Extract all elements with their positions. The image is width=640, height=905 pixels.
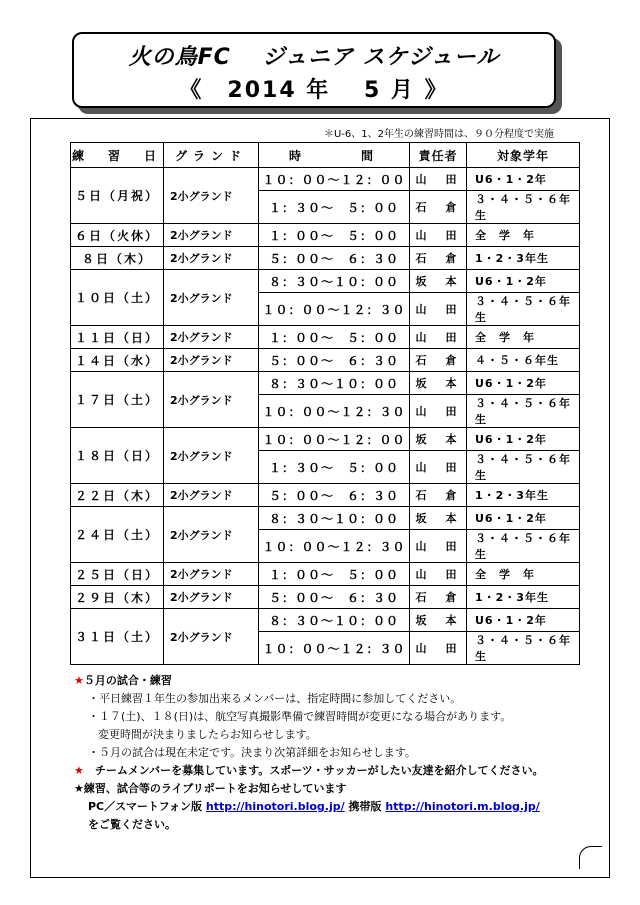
recruit-text: チームメンバーを募集しています。スポーツ・サッカーがしたい友達を紹介してください。 bbox=[94, 764, 544, 777]
cell-person: 石 倉 bbox=[410, 586, 467, 609]
cell-grade: ４・５・６年生 bbox=[467, 349, 580, 372]
cell-time: ８：３０～１０：００ bbox=[259, 270, 410, 293]
page-curl-icon bbox=[579, 846, 602, 869]
table-row bbox=[71, 349, 580, 372]
blog-heading: ★練習、試合等のライブリポートをお知らせしています bbox=[74, 782, 347, 795]
cell-date: ２２日（木） bbox=[71, 484, 164, 507]
cell-ground: 2小グランド bbox=[164, 609, 259, 665]
cell-grade: ３・４・５・６年生 bbox=[467, 293, 580, 326]
cell-time: ５：００～ ６：３０ bbox=[259, 484, 410, 507]
cell-grade: 1・2・3年生 bbox=[467, 586, 580, 609]
cell-person: 山 田 bbox=[410, 293, 467, 326]
cell-time: ８：３０～１０：００ bbox=[259, 507, 410, 530]
cell-time: １０：００～１２：００ bbox=[259, 168, 410, 191]
cell-date: ３１日（土） bbox=[71, 609, 164, 665]
cell-date: １８日（日） bbox=[71, 428, 164, 484]
header-row bbox=[71, 143, 580, 168]
header-ground: グランド bbox=[164, 143, 259, 168]
cell-person: 山 田 bbox=[410, 451, 467, 484]
cell-ground: 2小グランド bbox=[164, 168, 259, 224]
cell-grade: ３・４・５・６年生 bbox=[467, 530, 580, 563]
practice-note: ＊U-6、1、2年生の練習時間は、９０分程度で実施 bbox=[323, 129, 554, 140]
cell-grade: 全 学 年 bbox=[467, 563, 580, 586]
schedule-table bbox=[70, 142, 580, 665]
note-item: ・５月の試合は現在未定です。決まり次第詳細をお知らせします。 bbox=[88, 746, 416, 759]
schedule-body bbox=[71, 168, 580, 665]
header-grade: 対象学年 bbox=[467, 143, 580, 168]
cell-person: 山 田 bbox=[410, 224, 467, 247]
cell-person: 石 倉 bbox=[410, 191, 467, 224]
cell-person: 坂 本 bbox=[410, 270, 467, 293]
cell-ground: 2小グランド bbox=[164, 372, 259, 428]
table-row bbox=[71, 372, 580, 395]
cell-time: １０：００～１２：３０ bbox=[259, 395, 410, 428]
table-row bbox=[71, 326, 580, 349]
note-item: ・１７(土)、１８(日)は、航空写真撮影準備で練習時間が変更になる場合があります。 bbox=[88, 710, 512, 723]
cell-time: １０：００～１２：３０ bbox=[259, 632, 410, 665]
pc-blog-link[interactable]: http://hinotori.blog.jp/ bbox=[205, 800, 345, 813]
table-row bbox=[71, 168, 580, 191]
cell-ground: 2小グランド bbox=[164, 586, 259, 609]
cell-person: 石 倉 bbox=[410, 484, 467, 507]
cell-grade: U6・1・2年 bbox=[467, 168, 580, 191]
cell-grade: ３・４・５・６年生 bbox=[467, 191, 580, 224]
cell-person: 山 田 bbox=[410, 632, 467, 665]
cell-ground: 2小グランド bbox=[164, 224, 259, 247]
star-icon: ★ bbox=[74, 674, 84, 687]
title-line1: 火の鳥FC ジュニア スケジュール bbox=[128, 45, 500, 70]
table-row bbox=[71, 247, 580, 270]
cell-person: 山 田 bbox=[410, 168, 467, 191]
cell-person: 坂 本 bbox=[410, 609, 467, 632]
cell-ground: 2小グランド bbox=[164, 484, 259, 507]
cell-time: ５：００～ ６：３０ bbox=[259, 586, 410, 609]
cell-grade: U6・1・2年 bbox=[467, 372, 580, 395]
table-row bbox=[71, 224, 580, 247]
cell-grade: U6・1・2年 bbox=[467, 609, 580, 632]
pc-label: PC／スマートフォン版 bbox=[88, 800, 203, 813]
cell-person: 山 田 bbox=[410, 326, 467, 349]
mobile-blog-link[interactable]: http://hinotori.m.blog.jp/ bbox=[385, 800, 540, 813]
cell-date: １７日（土） bbox=[71, 372, 164, 428]
cell-grade: ３・４・５・６年生 bbox=[467, 632, 580, 665]
cell-ground: 2小グランド bbox=[164, 270, 259, 326]
cell-time: １：３０～ ５：００ bbox=[259, 191, 410, 224]
cell-time: ５：００～ ６：３０ bbox=[259, 349, 410, 372]
note-item: 変更時間が決まりましたらお知らせします。 bbox=[98, 728, 317, 741]
cell-date: ６日（火休） bbox=[71, 224, 164, 247]
cell-date: ２９日（木） bbox=[71, 586, 164, 609]
closing-text: をご覧ください。 bbox=[88, 818, 176, 831]
cell-grade: 1・2・3年生 bbox=[467, 484, 580, 507]
cell-ground: 2小グランド bbox=[164, 326, 259, 349]
cell-time: １０：００～１２：３０ bbox=[259, 293, 410, 326]
cell-time: １：００～ ５：００ bbox=[259, 563, 410, 586]
notes-section bbox=[74, 672, 614, 834]
cell-time: １：００～ ５：００ bbox=[259, 326, 410, 349]
cell-time: １０：００～１２：３０ bbox=[259, 530, 410, 563]
cell-ground: 2小グランド bbox=[164, 349, 259, 372]
note-item: ・平日練習１年生の参加出来るメンバーは、指定時間に参加してください。 bbox=[88, 692, 462, 705]
cell-grade: U6・1・2年 bbox=[467, 270, 580, 293]
star-icon: ★ bbox=[74, 764, 84, 777]
cell-time: ８：３０～１０：００ bbox=[259, 609, 410, 632]
cell-ground: 2小グランド bbox=[164, 247, 259, 270]
table-row bbox=[71, 270, 580, 293]
notes-heading: ５月の試合・練習 bbox=[83, 674, 172, 687]
cell-person: 坂 本 bbox=[410, 428, 467, 451]
cell-grade: ３・４・５・６年生 bbox=[467, 451, 580, 484]
cell-ground: 2小グランド bbox=[164, 563, 259, 586]
cell-ground: 2小グランド bbox=[164, 507, 259, 563]
cell-person: 坂 本 bbox=[410, 372, 467, 395]
header-date: 練 習 日 bbox=[71, 143, 164, 168]
cell-date: ８日（木） bbox=[71, 247, 164, 270]
cell-grade: U6・1・2年 bbox=[467, 507, 580, 530]
table-row bbox=[71, 609, 580, 632]
cell-person: 山 田 bbox=[410, 395, 467, 428]
cell-grade: 全 学 年 bbox=[467, 326, 580, 349]
cell-person: 山 田 bbox=[410, 530, 467, 563]
mobile-label: 携帯版 bbox=[348, 800, 382, 813]
title-line2: 《 2014 年 5 月 》 bbox=[179, 78, 449, 103]
cell-person: 石 倉 bbox=[410, 349, 467, 372]
cell-grade: 1・2・3年生 bbox=[467, 247, 580, 270]
table-row bbox=[71, 428, 580, 451]
cell-ground: 2小グランド bbox=[164, 428, 259, 484]
table-row bbox=[71, 484, 580, 507]
cell-person: 石 倉 bbox=[410, 247, 467, 270]
cell-grade: 全 学 年 bbox=[467, 224, 580, 247]
table-row bbox=[71, 586, 580, 609]
header-person: 責任者 bbox=[410, 143, 467, 168]
cell-grade: ３・４・５・６年生 bbox=[467, 395, 580, 428]
cell-date: １０日（土） bbox=[71, 270, 164, 326]
cell-time: １：００～ ５：００ bbox=[259, 224, 410, 247]
title-box bbox=[72, 32, 556, 108]
cell-time: １０：００～１２：００ bbox=[259, 428, 410, 451]
cell-date: ２４日（土） bbox=[71, 507, 164, 563]
header-time: 時 間 bbox=[259, 143, 410, 168]
cell-time: ５：００～ ６：３０ bbox=[259, 247, 410, 270]
cell-time: ８：３０～１０：００ bbox=[259, 372, 410, 395]
table-row bbox=[71, 563, 580, 586]
cell-date: ２５日（日） bbox=[71, 563, 164, 586]
cell-date: １４日（水） bbox=[71, 349, 164, 372]
cell-time: １：３０～ ５：００ bbox=[259, 451, 410, 484]
cell-grade: U6・1・2年 bbox=[467, 428, 580, 451]
cell-person: 坂 本 bbox=[410, 507, 467, 530]
cell-date: １１日（日） bbox=[71, 326, 164, 349]
cell-date: ５日（月祝） bbox=[71, 168, 164, 224]
table-row bbox=[71, 507, 580, 530]
cell-person: 山 田 bbox=[410, 563, 467, 586]
